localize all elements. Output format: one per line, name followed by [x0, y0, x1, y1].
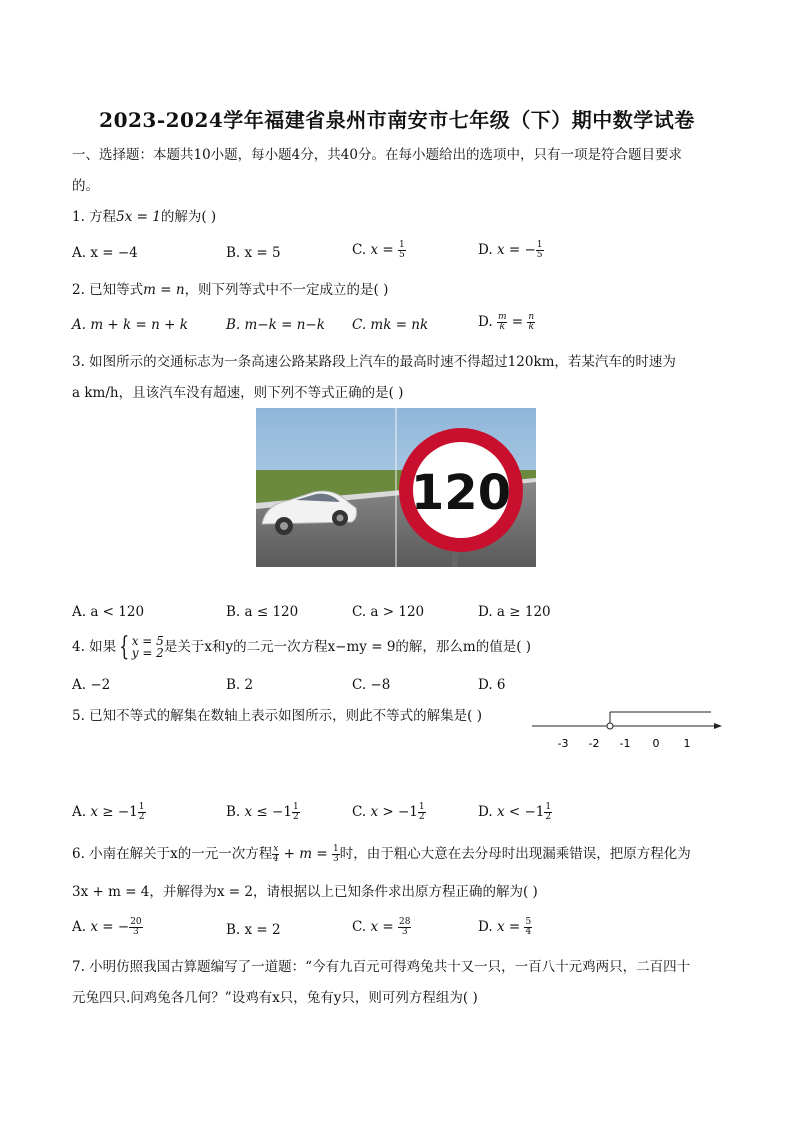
q6-option-a: A. x = − $\frac{20}{3}$	[72, 917, 142, 937]
q2-option-a: A. m + k = n + k	[72, 317, 188, 333]
q6-option-d: D. x = $\frac{5}{4}$	[478, 917, 532, 937]
q5-option-a: A. x ≥ −1 $\frac{1}{2}$	[72, 802, 145, 822]
question-7-line2: 元兔四只.问鸡兔各几何？”设鸡有x只，兔有y只，则可列方程组为( )	[72, 990, 478, 1006]
q3-option-b: B. a ≤ 120	[226, 604, 299, 620]
question-5-stem: 5. 已知不等式的解集在数轴上表示如图所示，则此不等式的解集是( )	[72, 708, 482, 724]
q1-option-a: A. x = −4	[72, 245, 138, 261]
question-6-line1: 6. 小南在解关于x的一元一次方程 $\frac{x}{4}$ + m = $\frac{1}{3}$ 时，由于粗心大意在去分母时出现漏乘错误，把原方程化为	[72, 844, 691, 864]
q5-option-d: D. x < −1 $\frac{1}{2}$	[478, 802, 552, 822]
svg-text:1: 1	[683, 737, 691, 750]
page-title: 2023-2024学年福建省泉州市南安市七年级（下）期中数学试卷	[99, 108, 695, 132]
svg-text:-1: -1	[619, 737, 631, 750]
q3-option-d: D. a ≥ 120	[478, 604, 551, 620]
speed-limit-sign-icon	[399, 428, 523, 552]
svg-text:0: 0	[652, 737, 660, 750]
question-3-line1: 3. 如图所示的交通标志为一条高速公路某路段上汽车的最高时速不得超过120km，若某汽车的时速为	[72, 354, 676, 370]
q4-option-a: A. −2	[72, 677, 111, 693]
number-line	[528, 704, 728, 754]
question-4-stem: 4. 如果 { x = 5 y = 2 是关于x和y的二元一次方程x−my = 9的解，那么m的值是( )	[72, 632, 532, 662]
q1-option-c: C. x = $\frac{1}{5}$	[352, 240, 405, 260]
section-header-line2: 的。	[72, 178, 99, 194]
question-1-stem: 1. 方程5x = 1的解为( )	[72, 209, 217, 225]
open-point	[607, 723, 613, 729]
q2-option-d: D. $\frac{m}{k}$ = $\frac{n}{k}$	[478, 312, 535, 332]
q3-option-a: A. a < 120	[72, 604, 145, 620]
equation-system: { x = 5 y = 2	[119, 632, 164, 662]
q4-option-b: B. 2	[226, 677, 254, 693]
svg-text:-3: -3	[557, 737, 569, 750]
q1-option-d: D. x = − $\frac{1}{5}$	[478, 240, 543, 260]
speed-limit-image	[256, 408, 536, 567]
q6-option-b: B. x = 2	[226, 922, 281, 938]
q2-option-b: B. m−k = n−k	[226, 317, 325, 333]
q5-option-c: C. x > −1 $\frac{1}{2}$	[352, 802, 425, 822]
question-6-line2: 3x + m = 4，并解得为x = 2，请根据以上已知条件求出原方程正确的解为( )	[72, 884, 538, 900]
question-7-line1: 7. 小明仿照我国古算题编写了一道题：“今有九百元可得鸡兔共十又一只，一百八十元鸡两只，二百四十	[72, 959, 691, 975]
section-header-line1: 一、选择题：本题共10小题，每小题4分，共40分。在每小题给出的选项中，只有一项是符合题目要求	[72, 147, 682, 163]
q5-option-b: B. x ≤ −1 $\frac{1}{2}$	[226, 802, 299, 822]
svg-text:-2: -2	[588, 737, 600, 750]
q6-option-c: C. x = $\frac{28}{3}$	[352, 917, 411, 937]
question-3-line2: a km/h，且该汽车没有超速，则下列不等式正确的是( )	[72, 385, 404, 401]
question-2-stem: 2. 已知等式m = n，则下列等式中不一定成立的是( )	[72, 282, 389, 298]
sign-text: 120	[410, 465, 512, 521]
q4-option-d: D. 6	[478, 677, 506, 693]
q1-option-b: B. x = 5	[226, 245, 281, 261]
q2-option-c: C. mk = nk	[352, 317, 429, 333]
q4-option-c: C. −8	[352, 677, 391, 693]
q3-option-c: C. a > 120	[352, 604, 425, 620]
